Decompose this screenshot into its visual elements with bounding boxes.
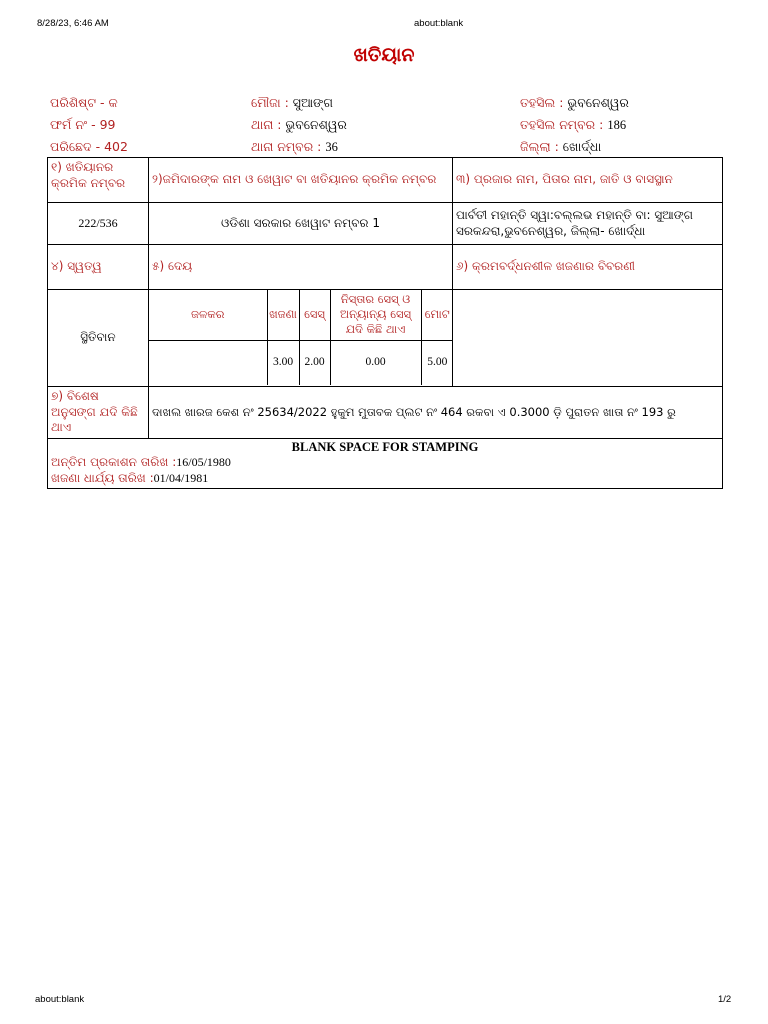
tahasil-number-value: 186	[607, 118, 627, 132]
mouza-value: ସୁଆଙ୍ଗ	[292, 95, 333, 110]
remarks-value: ଦାଖଲ ଖାରଜ କେଶ ନଂ 25634/2022 ହୁକୁମ ମୁତାବକ ପ୍ଲଟ ନଂ 464 ରକବା ଏ 0.3000 ଡ଼ି ପୁରାତନ ଖାତା ନଂ 193 ରୁ	[149, 387, 723, 439]
dey-cell	[149, 290, 453, 387]
parichheda: ପରିଛେଦ - 402	[50, 139, 128, 154]
dey-value-total: 5.00	[421, 340, 453, 385]
dey-header-total: ମୋଟ	[421, 290, 453, 340]
thana	[251, 117, 347, 133]
dey-table	[149, 290, 453, 385]
dey-value-cess: 2.00	[299, 340, 330, 385]
district-value: ଖୋର୍ଦ୍ଧା	[562, 139, 602, 154]
rent-fixation-label: ଖଜଣା ଧାର୍ଯ୍ୟ ତାରିଖ :	[51, 470, 154, 485]
header-khatiyan-number: ୧) ଖତିୟାନର କ୍ରମିକ ନମ୍ବର	[48, 158, 149, 203]
final-publication-date: 16/05/1980	[176, 455, 231, 470]
tahasil	[520, 95, 629, 111]
khatiyan-table	[47, 157, 723, 489]
khatiyan-number: 222/536	[48, 203, 149, 245]
thana-label: ଥାନା :	[251, 117, 282, 132]
final-publication-label: ଅନ୍ତିମ ପ୍ରକାଶନ ତାରିଖ :	[51, 455, 177, 470]
dey-header-jalakar: ଜଳକର	[149, 290, 267, 340]
tahasil-number	[520, 117, 626, 133]
dey-value-other-cess: 0.00	[330, 340, 421, 385]
mouza-label: ମୌଜା :	[251, 95, 289, 110]
stamp-space: BLANK SPACE FOR STAMPING	[291, 439, 479, 454]
parisista: ପରିଶିଷ୍ଟ - କ	[50, 95, 118, 110]
tahasil-number-label: ତହସିଲ ନମ୍ବର :	[520, 117, 604, 132]
thana-number-label: ଥାନା ନମ୍ବର :	[251, 139, 322, 154]
district-label: ଜିଲ୍ଲା :	[520, 139, 559, 154]
mouza	[251, 95, 333, 111]
swatwa-value: ସ୍ଥିତିବାନ	[48, 290, 149, 387]
thana-value: ଭୁବନେଶ୍ୱର	[285, 117, 347, 132]
header-swatwa: ୪) ସ୍ୱତ୍ୱ	[48, 245, 149, 290]
print-url: about:blank	[414, 18, 464, 29]
dey-value-jalakar	[149, 340, 267, 385]
praja-name: ପାର୍ବତୀ ମହାନ୍ତି ସ୍ୱା:ବଲ୍ଲଭ ମହାନ୍ତି ବା: ସୁଆଙ୍ଗ ସରକନ୍ଦରା,ଭୁବନେଶ୍ୱର, ଜିଲ୍ଲା- ଖୋର୍ଦ୍ଧା	[453, 203, 723, 245]
rent-details-value	[453, 290, 723, 387]
dey-header-other-cess: ନିସ୍ତାର ସେସ୍ ଓ ଅନ୍ୟାନ୍ୟ ସେସ୍ ଯଦି କିଛି ଥାଏ	[330, 290, 421, 340]
tahasil-label: ତହସିଲ :	[520, 95, 564, 110]
dey-value-khajana: 3.00	[267, 340, 299, 385]
footer-cell	[48, 438, 723, 488]
zamindar-name: ଓଡିଶା ସରକାର ଖେୱାଟ ନମ୍ବର 1	[149, 203, 453, 245]
dey-header-cess: ସେସ୍	[299, 290, 330, 340]
header-remarks: ୭) ବିଶେଷ ଅନୁସଙ୍ଗ ଯଦି କିଛି ଥାଏ	[48, 387, 149, 439]
header-praja: ୩) ପ୍ରଜାର ନାମ, ପିତାର ନାମ, ଜାତି ଓ ବାସସ୍ଥାନ	[453, 158, 723, 203]
page-title: ଖତିୟାନ	[353, 44, 415, 66]
rent-fixation-date: 01/04/1981	[153, 470, 209, 485]
final-publication	[51, 455, 719, 471]
page-number: 1/2	[718, 994, 732, 1005]
thana-number-value: 36	[325, 140, 338, 154]
print-datetime: 8/28/23, 6:46 AM	[37, 18, 109, 29]
form-number: ଫର୍ମ ନଂ - 99	[50, 117, 116, 132]
thana-number	[251, 139, 338, 155]
header-rent-details: ୬) କ୍ରମବର୍ଦ୍ଧନଶୀଳ ଖଜଣାର ବିବରଣୀ	[453, 245, 723, 290]
dey-header-khajana: ଖଜଣା	[267, 290, 299, 340]
footer-url: about:blank	[35, 994, 85, 1005]
header-zamindar: ୨)ଜମିଦାରଙ୍କ ନାମ ଓ ଖେୱାଟ ବା ଖତିୟାନର କ୍ରମିକ ନମ୍ବର	[149, 158, 453, 203]
rent-fixation	[51, 471, 719, 487]
header-dey: ୫) ଦେୟ	[149, 245, 453, 290]
tahasil-value: ଭୁବନେଶ୍ୱର	[567, 95, 629, 110]
district	[520, 139, 601, 155]
